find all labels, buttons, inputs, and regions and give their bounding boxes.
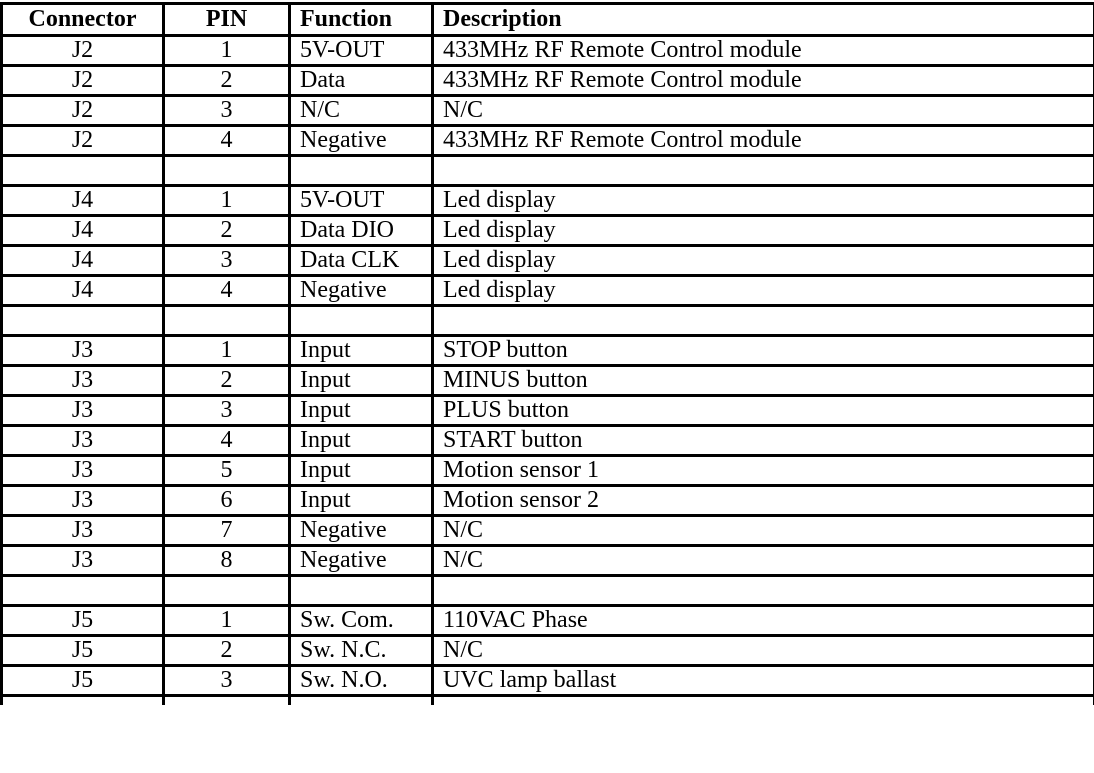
header-row <box>2 4 1094 36</box>
header-pin: PIN <box>164 4 290 36</box>
cell-function: Input <box>290 456 433 486</box>
cell-connector: J4 <box>2 246 164 276</box>
cell-connector: J3 <box>2 426 164 456</box>
table-row <box>2 486 1094 516</box>
cell-description: 433MHz RF Remote Control module <box>433 36 1094 66</box>
cell-function: Data <box>290 66 433 96</box>
table-row <box>2 366 1094 396</box>
cell-connector: J3 <box>2 546 164 576</box>
cell-description: N/C <box>433 96 1094 126</box>
cell-function: Data CLK <box>290 246 433 276</box>
cell-pin: 1 <box>164 186 290 216</box>
cell-pin: 3 <box>164 246 290 276</box>
cell-connector: J4 <box>2 186 164 216</box>
cell-pin <box>164 576 290 606</box>
cell-pin: 3 <box>164 96 290 126</box>
cell-function: Input <box>290 336 433 366</box>
cell-connector: J2 <box>2 66 164 96</box>
cell-function: Negative <box>290 516 433 546</box>
cell-function: Input <box>290 486 433 516</box>
cell-function: Input <box>290 366 433 396</box>
cell-pin: 3 <box>164 396 290 426</box>
table-row <box>2 636 1094 666</box>
cell-description: STOP button <box>433 336 1094 366</box>
table-body <box>2 36 1094 706</box>
spacer-row <box>2 156 1094 186</box>
cell-function: 5V-OUT <box>290 36 433 66</box>
cell-function: Negative <box>290 546 433 576</box>
cell-pin: 2 <box>164 366 290 396</box>
cell-connector: J4 <box>2 276 164 306</box>
cell-pin: 2 <box>164 66 290 96</box>
cell-function: Sw. N.O. <box>290 666 433 696</box>
cell-description: Led display <box>433 186 1094 216</box>
table-row <box>2 276 1094 306</box>
cell-description: PLUS button <box>433 396 1094 426</box>
spacer-row <box>2 306 1094 336</box>
table-row <box>2 516 1094 546</box>
cell-pin: 6 <box>164 486 290 516</box>
cell-empty <box>433 696 1094 706</box>
cell-function <box>290 156 433 186</box>
table-row <box>2 396 1094 426</box>
cell-pin: 5 <box>164 456 290 486</box>
cell-description: Motion sensor 2 <box>433 486 1094 516</box>
table-row <box>2 666 1094 696</box>
cell-description <box>433 576 1094 606</box>
cell-function: Sw. Com. <box>290 606 433 636</box>
cell-function: Input <box>290 426 433 456</box>
header-description: Description <box>433 4 1094 36</box>
cell-connector: J2 <box>2 126 164 156</box>
cell-connector: J3 <box>2 366 164 396</box>
cell-description: 110VAC Phase <box>433 606 1094 636</box>
table-row <box>2 126 1094 156</box>
cell-connector: J5 <box>2 606 164 636</box>
cell-description: Led display <box>433 246 1094 276</box>
cell-description: Motion sensor 1 <box>433 456 1094 486</box>
table-row <box>2 66 1094 96</box>
cell-pin: 1 <box>164 36 290 66</box>
cell-description: UVC lamp ballast <box>433 666 1094 696</box>
cell-pin: 7 <box>164 516 290 546</box>
cell-connector: J2 <box>2 36 164 66</box>
table-row <box>2 606 1094 636</box>
cell-empty <box>290 696 433 706</box>
cell-function: Negative <box>290 126 433 156</box>
cell-connector: J3 <box>2 456 164 486</box>
cell-function: Input <box>290 396 433 426</box>
cutoff-row <box>2 696 1094 706</box>
header-function: Function <box>290 4 433 36</box>
cell-connector <box>2 156 164 186</box>
cell-description: N/C <box>433 546 1094 576</box>
cell-pin: 3 <box>164 666 290 696</box>
spacer-row <box>2 576 1094 606</box>
cell-connector: J3 <box>2 336 164 366</box>
connector-pinout-table <box>0 2 1094 705</box>
cell-function: N/C <box>290 96 433 126</box>
cell-pin: 2 <box>164 636 290 666</box>
cell-description: N/C <box>433 516 1094 546</box>
table-row <box>2 456 1094 486</box>
cell-pin: 1 <box>164 606 290 636</box>
cell-description: N/C <box>433 636 1094 666</box>
cell-function: 5V-OUT <box>290 186 433 216</box>
cell-description: Led display <box>433 216 1094 246</box>
table-row <box>2 96 1094 126</box>
cell-connector: J3 <box>2 486 164 516</box>
cell-description: Led display <box>433 276 1094 306</box>
cell-description: MINUS button <box>433 366 1094 396</box>
header-connector: Connector <box>2 4 164 36</box>
cell-pin <box>164 306 290 336</box>
cell-connector: J4 <box>2 216 164 246</box>
cell-pin: 2 <box>164 216 290 246</box>
table-row <box>2 186 1094 216</box>
cell-pin: 4 <box>164 126 290 156</box>
cell-pin: 1 <box>164 336 290 366</box>
table-row <box>2 336 1094 366</box>
cell-function: Data DIO <box>290 216 433 246</box>
cell-empty <box>2 696 164 706</box>
cell-connector: J5 <box>2 666 164 696</box>
cell-description: START button <box>433 426 1094 456</box>
cell-empty <box>164 696 290 706</box>
table-row <box>2 216 1094 246</box>
cell-pin: 4 <box>164 276 290 306</box>
cell-connector <box>2 576 164 606</box>
cell-description <box>433 156 1094 186</box>
cell-connector: J3 <box>2 516 164 546</box>
cell-pin <box>164 156 290 186</box>
table-row <box>2 546 1094 576</box>
cell-connector: J5 <box>2 636 164 666</box>
cell-function <box>290 306 433 336</box>
cell-connector: J2 <box>2 96 164 126</box>
cell-function: Negative <box>290 276 433 306</box>
cell-pin: 4 <box>164 426 290 456</box>
cell-function: Sw. N.C. <box>290 636 433 666</box>
table-row <box>2 36 1094 66</box>
cell-connector <box>2 306 164 336</box>
table-row <box>2 246 1094 276</box>
cell-description <box>433 306 1094 336</box>
cell-pin: 8 <box>164 546 290 576</box>
cell-description: 433MHz RF Remote Control module <box>433 66 1094 96</box>
cell-description: 433MHz RF Remote Control module <box>433 126 1094 156</box>
cell-connector: J3 <box>2 396 164 426</box>
table-row <box>2 426 1094 456</box>
cell-function <box>290 576 433 606</box>
